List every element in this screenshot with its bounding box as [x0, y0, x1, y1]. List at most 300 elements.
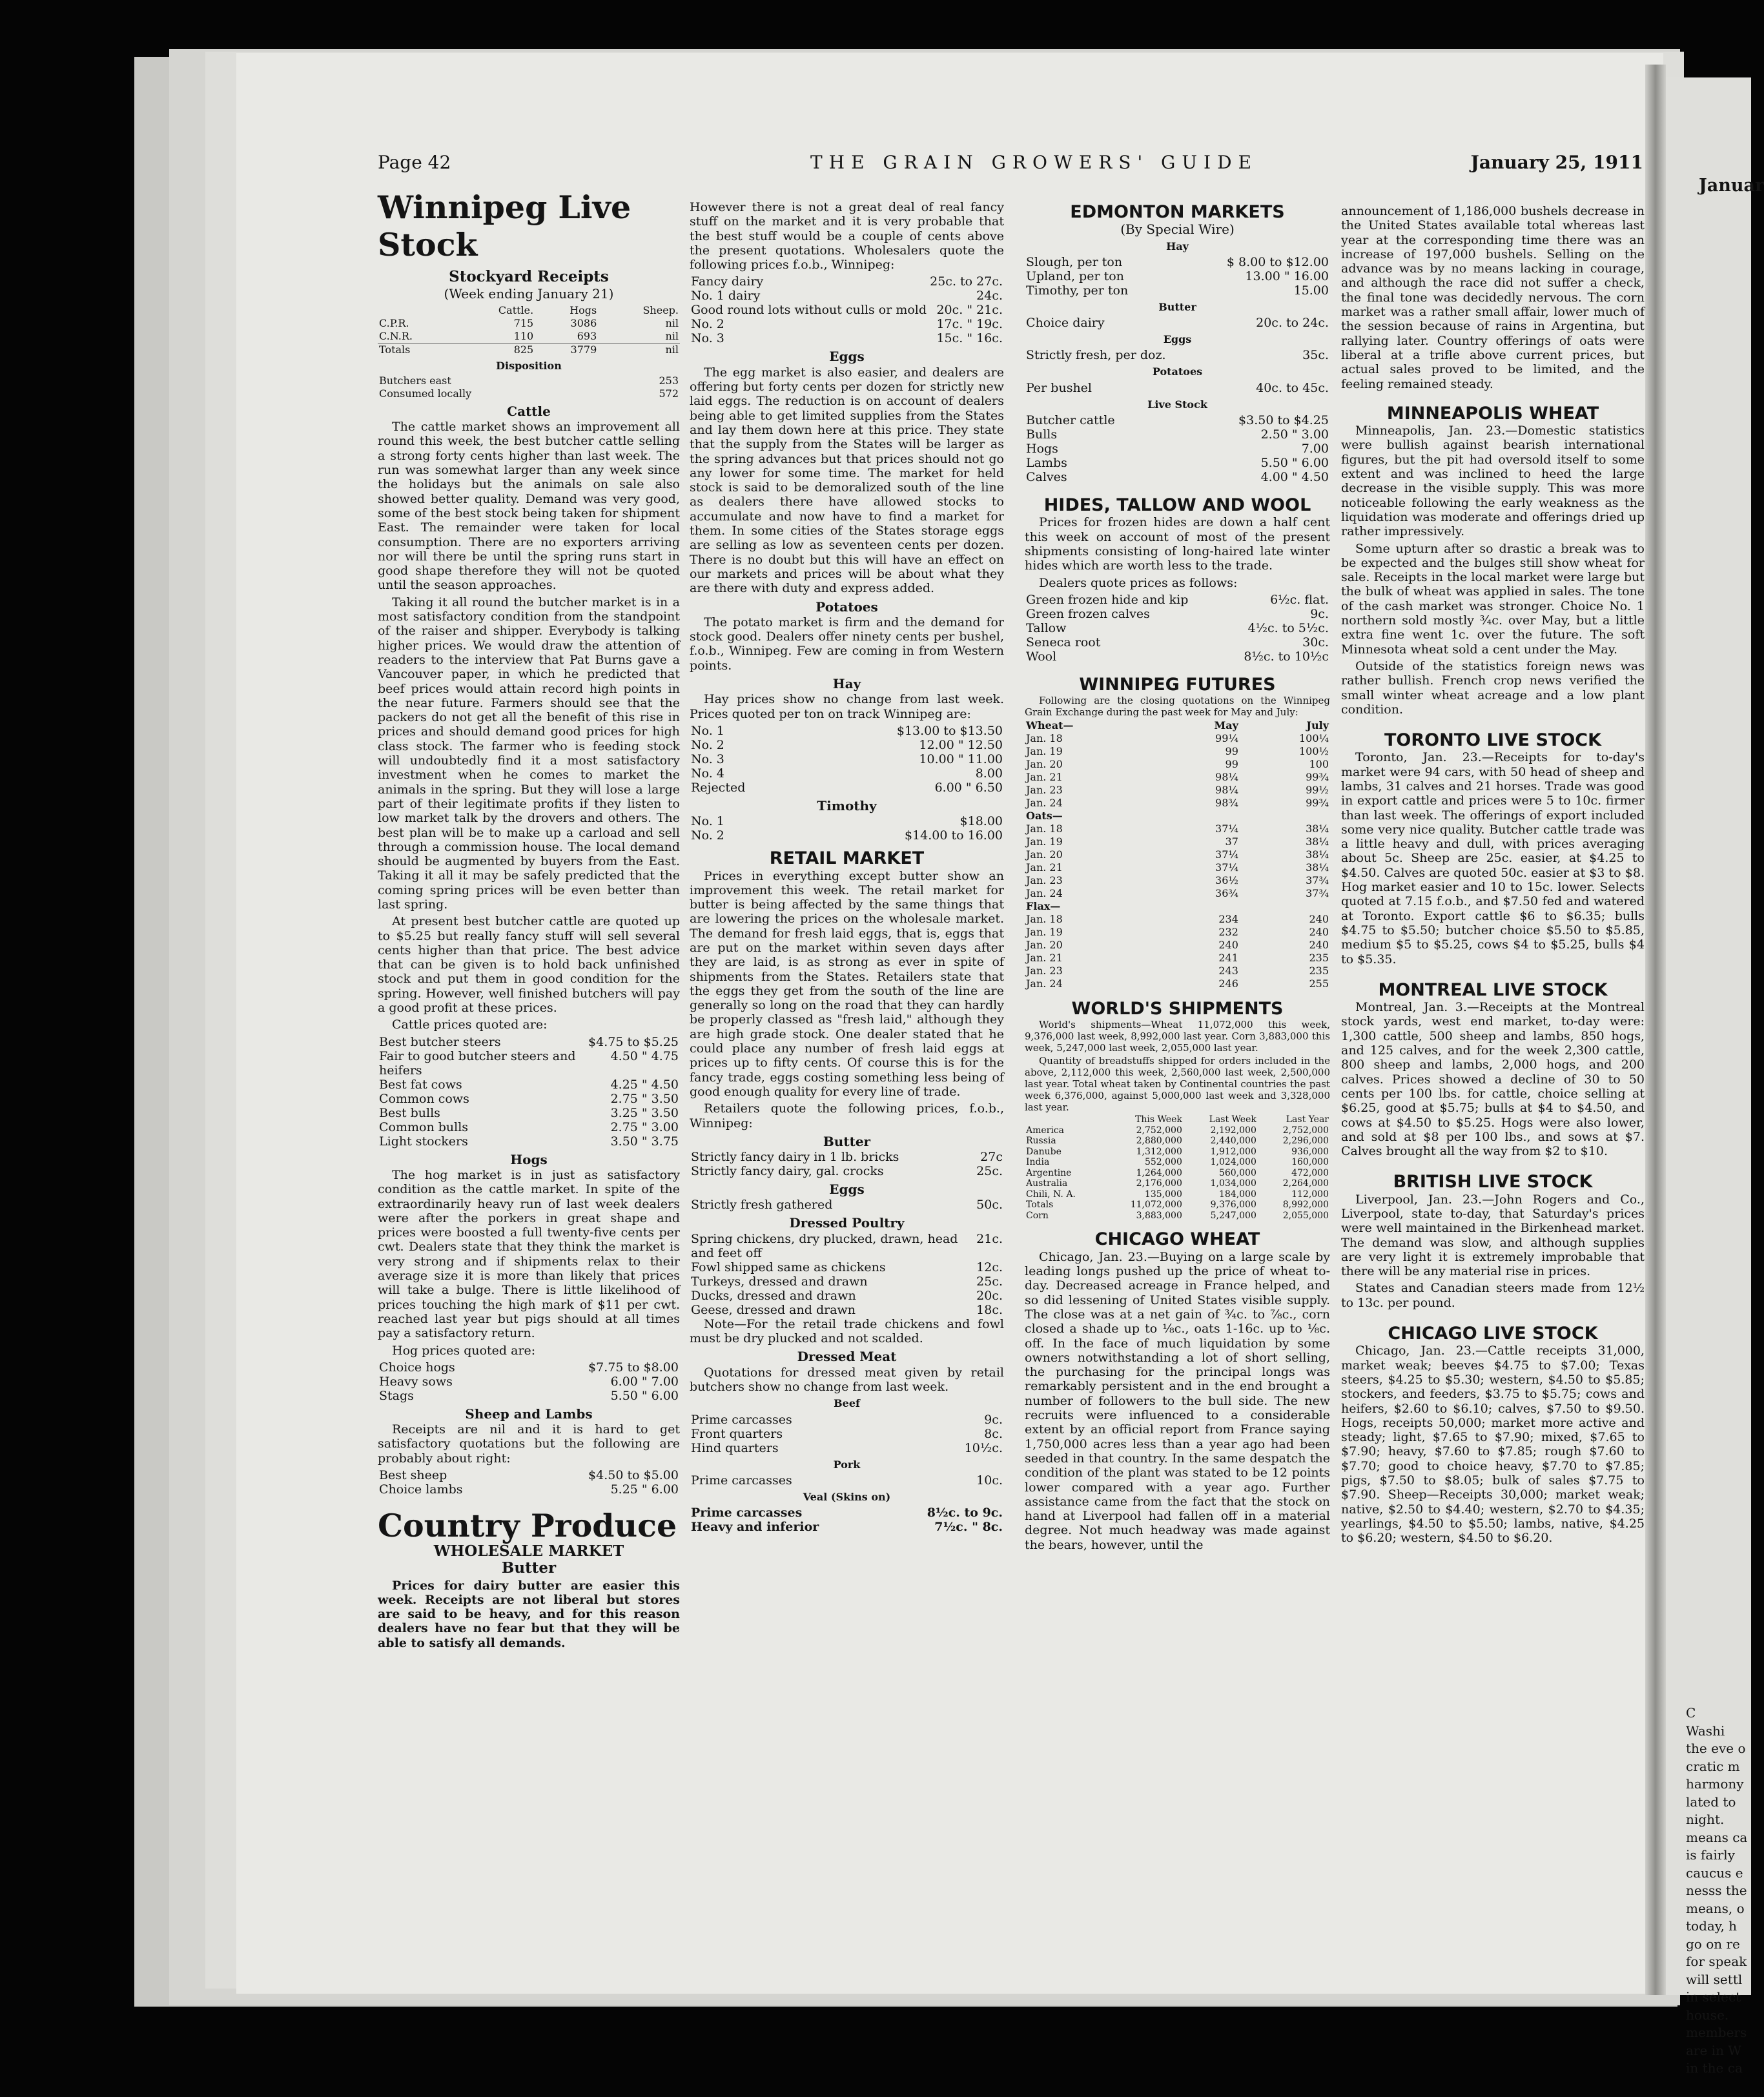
- table-row: [690, 781, 1004, 795]
- table-row: [1025, 926, 1330, 939]
- table-cell: 36¾: [1215, 887, 1238, 900]
- table-cell: 9,376,000: [1210, 1200, 1256, 1211]
- table-row: [1025, 771, 1330, 784]
- subsection-title: Pork: [833, 1458, 861, 1471]
- table-row: [1025, 823, 1330, 835]
- table-cell: Oats—: [1026, 810, 1063, 823]
- table-cell: Consumed locally: [379, 387, 472, 400]
- table-row: [1025, 316, 1330, 330]
- article-paragraph: Some upturn after so drastic a break was to be expected and the bulges still show wheat for sale. Receipts in the local market were large but the bulk of wheat was applied in sales. The tone of the cash market was stronger. Choice No. 1 northern sold mostly ¾c. over May, but a little extra fine went 1c. over the future. The soft Minnesota wheat sold a cent under the May.: [1341, 541, 1645, 657]
- price-table: [1025, 381, 1330, 395]
- subsection-title: Cattle: [507, 403, 551, 419]
- table-row: [690, 274, 1004, 289]
- table-row: [1025, 835, 1330, 848]
- table-row: [690, 1303, 1004, 1317]
- table-cell: $18.00: [959, 814, 1003, 829]
- table-cell: Jan. 24: [1026, 977, 1063, 990]
- table-cell: 18c.: [976, 1302, 1003, 1317]
- table-cell: Light stockers: [379, 1134, 468, 1149]
- table-cell: 936,000: [1291, 1146, 1329, 1157]
- table-cell: Rejected: [691, 780, 746, 795]
- table-cell: 6.00 " 7.00: [610, 1374, 679, 1389]
- article-paragraph: The potato market is firm and the demand for stock good. Dealers offer ninety cents per bushel, f.o.b., Winnipeg. Few are coming in from Western points.: [690, 615, 1004, 673]
- table-row: [1025, 456, 1330, 470]
- article-paragraph: Prices in everything except butter show an improvement this week. The retail market for butter is being affected by the same things that are lowering the prices on the wholesale market. The demand for fresh laid eggs, that is, eggs that are put on the market within seven days after they are laid, is as strong as ever in spite of shipments from the States. Retailers state that the eggs they get from the south of the line are generally so long on the road that they can hardly be properly classed as "fresh laid," although they are high grade stock. One dealer stated that he could place any number of fresh laid eggs at prices up to fifty cents. Of course this is for the fancy trade, eggs costing something less being of good enough quality for every line of trade.: [690, 868, 1004, 1099]
- table-cell: India: [1026, 1157, 1050, 1168]
- price-table: [690, 1198, 1004, 1212]
- section-title: Winnipeg Live Stock: [378, 189, 631, 263]
- table-cell: 693: [577, 329, 597, 342]
- table-cell: Hind quarters: [691, 1440, 779, 1455]
- fragment-line: in select: [1686, 1989, 1741, 2005]
- table-cell: Jan. 18: [1026, 823, 1063, 835]
- table-cell: Russia: [1026, 1136, 1056, 1147]
- table-cell: 11,072,000: [1130, 1200, 1182, 1211]
- table-cell: $3.50 to $4.25: [1238, 413, 1329, 428]
- table-cell: Fowl shipped same as chickens: [691, 1260, 886, 1274]
- table-cell: nil: [665, 343, 679, 356]
- table-row: [690, 1441, 1004, 1455]
- table-cell: Strictly fancy dairy, gal. crocks: [691, 1164, 884, 1179]
- table-cell: 98¼: [1215, 784, 1238, 797]
- table-cell: 12.00 " 12.50: [919, 737, 1003, 752]
- fragment-line: for speak: [1686, 1954, 1747, 1969]
- table-section-label: [1025, 810, 1330, 823]
- table-row: [1025, 381, 1330, 395]
- fragment-line: lated to: [1686, 1794, 1736, 1810]
- table-row: [378, 1482, 680, 1497]
- table-row: [1025, 745, 1330, 758]
- page-number: Page 42: [378, 152, 451, 173]
- table-cell: Flax—: [1026, 900, 1061, 913]
- table-row: [690, 752, 1004, 766]
- table-row: [1025, 797, 1330, 810]
- table-cell: 234: [1218, 913, 1238, 926]
- table-row: [1025, 861, 1330, 874]
- table-row: [1025, 1125, 1330, 1136]
- table-cell: Jan. 20: [1026, 758, 1063, 771]
- table-cell: Green frozen hide and kip: [1026, 592, 1189, 607]
- table-section-label: [1025, 900, 1330, 913]
- table-cell: 6.00 " 6.50: [934, 780, 1003, 795]
- table-row: [1025, 1200, 1330, 1211]
- article-paragraph: announcement of 1,186,000 bushels decrease in the United States available total whereas last year at the corresponding time there was an increase of 197,000 bushels. Selling on the advance was by no means lacking in courage, and although the race did not suffer a check, the final tone was decidedly nervous. The corn market was a rather small affair, lower much of the session because of rains in Argentina, but rallying later. Country offerings of oats were liberal at a trifle above current prices, but actual sales proved to be limited, and the feeling remained steady.: [1341, 204, 1645, 391]
- fragment-line: house.: [1686, 2007, 1729, 2023]
- fragment-line: means, o: [1686, 1900, 1745, 1916]
- price-table: [690, 1232, 1004, 1317]
- table-cell: 715: [513, 316, 534, 329]
- subsection-title: Disposition: [496, 359, 562, 372]
- table-row: [690, 1260, 1004, 1274]
- table-cell: Timothy, per ton: [1026, 283, 1129, 298]
- receipts-table: [378, 304, 680, 356]
- table-row: [690, 1506, 1004, 1520]
- table-cell: 1,912,000: [1210, 1146, 1256, 1157]
- table-cell: 2,752,000: [1282, 1125, 1329, 1136]
- table-cell: July: [1306, 719, 1329, 732]
- table-cell: 30c.: [1302, 635, 1329, 650]
- article-paragraph: States and Canadian steers made from 12½ to 13c. per pound.: [1341, 1281, 1645, 1310]
- price-table: [690, 1413, 1004, 1455]
- article-paragraph: Hog prices quoted are:: [392, 1343, 536, 1358]
- fragment-line: Washi: [1686, 1723, 1725, 1739]
- table-cell: 235: [1309, 965, 1329, 977]
- futures-intro: [1025, 695, 1330, 718]
- article-paragraph: Cattle prices quoted are:: [392, 1018, 548, 1032]
- article-paragraph: The cattle market shows an improvement all round this week, the best butcher cattle selling a strong forty cents higher than last week. The run was somewhat larger than any week since the holidays but the animals on sale also showed better quality. Demand was very good, some of the best stock being taken for shipment East. The remainder were taken for local consumption. There are no exporters arriving nor will there be until the spring runs start in good shape therefore they will not be quoted until the season approaches.: [378, 420, 680, 593]
- table-cell: Slough, per ton: [1026, 254, 1123, 269]
- table-cell: 98¼: [1215, 771, 1238, 784]
- article-paragraph: The egg market is also easier, and dealers are offering but forty cents per dozen for strictly new laid eggs. The reduction is on account of dealers being able to get limited supplies from the States and lay them down here at this price. They state that the supply from the States will be larger as the spring advances but that prices should not go any lower for some time. The market for held stock is said to be demoralized south of the line as dealers there have allowed stocks to accumulate and now have to find a market for them. In some cities of the States storage eggs are selling as low as seventeen cents per dozen. There is no doubt but this will have an effect on our markets and prices will be about what they are there with duty and express added.: [690, 365, 1004, 596]
- subsection-title: Potatoes: [1152, 365, 1203, 378]
- table-cell: 1,024,000: [1210, 1157, 1256, 1168]
- table-cell: C.N.R.: [379, 329, 413, 342]
- table-cell: 825: [513, 343, 534, 356]
- article-paragraph: Taking it all round the butcher market is in a most satisfactory condition from the standpoint of the raiser and shipper. Everybody is talking higher prices. We would draw the attention of readers to the interview that Pat Burns gave a Vancouver paper, in which he predicted that beef prices would attain record high points in the near future. Farmers should see that the packers do not get all the benefit of this rise in prices and should demand good prices for high class stock. The farmer who is feeding stock will undoubtedly find it a most satisfactory investment when he comes to market the animals in the spring. But they will lose a large part of their legitimate profits if they listen to low market talk by the drovers and others. The best plan will be to make up a carload and sell through a commission house. The local demand should be augmented by buyers from the East. Taking it all it may be safely predicted that the coming spring prices will be even better than last spring.: [378, 595, 680, 912]
- table-cell: 99½: [1306, 784, 1329, 797]
- table-cell: Wheat—: [1026, 719, 1074, 732]
- section-title: CHICAGO WHEAT: [1094, 1229, 1260, 1250]
- table-cell: 5.25 " 6.00: [610, 1482, 679, 1497]
- table-cell: No. 4: [691, 766, 724, 781]
- table-header: [1025, 719, 1330, 732]
- table-cell: Bulls: [1026, 427, 1058, 442]
- table-cell: Front quarters: [691, 1426, 783, 1441]
- article-paragraph: Liverpool, Jan. 23.—John Rogers and Co., Liverpool, state to-day, that Saturday's prices were well maintained in the Birkenhead market. The demand was slow, and although supplies are very light it is extremely improbable that there will be any material rise in prices.: [1341, 1192, 1645, 1279]
- table-cell: No. 1 dairy: [691, 289, 761, 303]
- subsection-title: Butter: [501, 1559, 557, 1577]
- table-cell: 2.75 " 3.50: [610, 1091, 679, 1106]
- table-row: [378, 1468, 680, 1482]
- subsection-title: Eggs: [829, 1181, 865, 1198]
- fragment-line: members: [1686, 2025, 1747, 2040]
- table-cell: No. 1: [691, 814, 724, 829]
- fragment-line: is fairly: [1686, 1847, 1735, 1863]
- article-paragraph: Dealers quote prices as follows:: [1039, 575, 1238, 590]
- article-paragraph: Quantity of breadstuffs shipped for orders included in the above, 2,112,000 this week, 2,560,000 last week, 2,500,000 last year. Total wheat taken by Continental countries the past week 6,376,000, against 5,000,000 last week and 3,328,000 last year.: [1025, 1055, 1330, 1114]
- table-row: [378, 1092, 680, 1106]
- table-row: [1025, 650, 1330, 664]
- table-cell: Lambs: [1026, 456, 1067, 471]
- section-title: MONTREAL LIVE STOCK: [1378, 979, 1608, 1000]
- table-cell: 99¼: [1215, 732, 1238, 745]
- table-cell: Chili, N. A.: [1026, 1189, 1076, 1200]
- subsection-title: Veal (Skins on): [803, 1490, 891, 1503]
- table-cell: Sheep.: [642, 303, 679, 316]
- table-row: [690, 1164, 1004, 1178]
- table-cell: 243: [1218, 965, 1238, 977]
- article-paragraph: World's shipments—Wheat 11,072,000 this week, 9,376,000 last week, 8,992,000 last year. Corn 3,883,000 this week, 5,247,000 last week, 2,055,000 last year.: [1025, 1019, 1330, 1054]
- table-cell: Last Year: [1286, 1114, 1329, 1125]
- table-row: [1025, 427, 1330, 442]
- table-cell: 135,000: [1144, 1189, 1182, 1200]
- section-title: TORONTO LIVE STOCK: [1384, 730, 1602, 751]
- page-gutter: [1645, 65, 1666, 1995]
- section-title: CHICAGO LIVE STOCK: [1388, 1324, 1598, 1344]
- table-row: [690, 724, 1004, 738]
- column-2: [690, 200, 1004, 1534]
- table-cell: No. 3: [691, 752, 724, 766]
- table-cell: 1,034,000: [1210, 1178, 1256, 1189]
- table-cell: 8,992,000: [1282, 1200, 1329, 1211]
- shipments-table: [1025, 1114, 1330, 1221]
- table-cell: Stags: [379, 1388, 414, 1403]
- price-table: [378, 1035, 680, 1149]
- table-cell: 240: [1218, 939, 1238, 952]
- table-cell: 552,000: [1144, 1157, 1182, 1168]
- table-cell: 40c. to 45c.: [1256, 380, 1329, 395]
- subsection-title: Live Stock: [1147, 398, 1207, 411]
- table-row: [1025, 283, 1330, 298]
- subsection-subtitle: (Week ending January 21): [444, 286, 614, 302]
- article-paragraph: Hay prices show no change from last week. Prices quoted per ton on track Winnipeg are:: [690, 692, 1004, 721]
- subsection-title: Hogs: [510, 1151, 548, 1167]
- table-cell: 160,000: [1291, 1157, 1329, 1168]
- table-cell: Prime carcasses: [691, 1412, 792, 1427]
- table-cell: Jan. 20: [1026, 939, 1063, 952]
- table-cell: No. 2: [691, 737, 724, 752]
- table-cell: No. 2: [691, 317, 724, 332]
- table-cell: Danube: [1026, 1146, 1061, 1157]
- subsection-title: WHOLESALE MARKET: [433, 1542, 624, 1560]
- table-cell: 2.50 " 3.00: [1260, 427, 1329, 442]
- fragment-line: means ca: [1686, 1829, 1748, 1845]
- table-cell: Best sheep: [379, 1468, 447, 1482]
- price-table: [378, 1468, 680, 1497]
- table-cell: $13.00 to $13.50: [896, 723, 1003, 738]
- table-row: [690, 1274, 1004, 1289]
- disposition-table: [378, 374, 680, 400]
- table-cell: Jan. 18: [1026, 732, 1063, 745]
- table-cell: Hogs: [569, 303, 597, 316]
- article-paragraph: Chicago, Jan. 23.—Buying on a large scale by leading longs pushed up the price of wheat to-day. Decreased acreage in France helped, and so did lessening of United States visible supply. The close was at a net gain of ¾c. to ⅞c., corn closed a shade up to ⅛c., oats 1-16c. up to ⅛c. off. In the face of much liquidation by some owners notwithstanding a lot of short selling, the purchasing for the principal longs was remarkably persistent and in the end brought a number of followers to the bull side. The new recruits were influenced to a considerable extent by an official report from France saying 1,750,000 acres less than a year ago had been seeded in that country. In the same despatch the condition of the plant was stated to be 12 points lower compared with a year ago. Further assistance came from the fact that the stock on hand at Liverpool had fallen off in a material degree. Not much headway was made against the bears, however, until the: [1025, 1249, 1330, 1552]
- table-cell: 20c. " 21c.: [936, 303, 1003, 318]
- table-row: [1025, 621, 1330, 635]
- table-row: [378, 387, 680, 400]
- price-table: [1025, 413, 1330, 484]
- table-cell: 99¾: [1306, 797, 1329, 810]
- article-paragraph: Minneapolis, Jan. 23.—Domestic statistics were bullish against bearish international figures, but the pit had oversold itself to some extent and was inclined to heed the large decrease in the visible supply. This was more noticeable following the early weakness as the liquidation was moderate and offerings dried up rather impressively.: [1341, 424, 1645, 539]
- table-cell: 246: [1218, 977, 1238, 990]
- subsection-title: Stockyard Receipts: [449, 268, 609, 285]
- table-row: [1025, 732, 1330, 745]
- subsection-title: Eggs: [829, 349, 865, 365]
- table-cell: 37¾: [1306, 887, 1329, 900]
- table-cell: Best bulls: [379, 1105, 440, 1120]
- table-row: [690, 317, 1004, 331]
- table-cell: 36½: [1215, 874, 1238, 887]
- table-cell: Seneca root: [1026, 635, 1101, 650]
- table-row: [1025, 348, 1330, 362]
- shipments-notes: [1025, 1019, 1330, 1113]
- table-cell: 572: [659, 387, 679, 400]
- table-row: [690, 1289, 1004, 1303]
- table-cell: 2,880,000: [1136, 1136, 1182, 1147]
- table-row: [378, 317, 680, 330]
- table-cell: Turkeys, dressed and drawn: [691, 1274, 868, 1289]
- table-cell: 13.00 " 16.00: [1245, 269, 1329, 283]
- table-cell: Jan. 23: [1026, 784, 1063, 797]
- table-cell: Jan. 23: [1026, 874, 1063, 887]
- section-title: WINNIPEG FUTURES: [1079, 674, 1276, 695]
- table-cell: Good round lots without culls or mold: [691, 303, 927, 318]
- table-cell: Prime carcasses: [691, 1473, 792, 1488]
- article-paragraph: Outside of the statistics foreign news was rather bullish. French crop news verified the small winter wheat acreage and a low plant condition.: [1341, 659, 1645, 717]
- table-cell: Jan. 24: [1026, 797, 1063, 810]
- price-table: [1025, 348, 1330, 362]
- table-cell: 1,312,000: [1136, 1146, 1182, 1157]
- article-paragraph: Montreal, Jan. 3.—Receipts at the Montreal stock yards, west end market, to-day were: 1,300 cattle, 500 sheep and lambs, 850 hogs, and 125 calves, and for the week 2,300 cattle, 800 sheep and lambs, 2,000 hogs, and 200 calves. Prices showed a decline of 30 to 50 cents per 100 lbs. for cattle, choice selling at $6.25, good at $5.75; bulls at $4 to $4.50, and cows at $4.50 to $5.25. Hogs were also lower, and sold at $8 per 100 lbs., and sows at $7. Calves brought all the way from $2 to $10.: [1341, 1000, 1645, 1159]
- table-cell: 37¼: [1215, 861, 1238, 874]
- table-cell: 4.50 " 4.75: [610, 1048, 679, 1063]
- article-paragraph: Prices for dairy butter are easier this week. Receipts are not liberal but stores are said to be heavy, and for this reason dealers have no fear but that they will be able to satisfy all demands.: [378, 1578, 680, 1650]
- issue-date: January 25, 1911: [1470, 152, 1643, 173]
- table-cell: 98¾: [1215, 797, 1238, 810]
- table-cell: 3.25 " 3.50: [610, 1105, 679, 1120]
- table-cell: 100½: [1298, 745, 1329, 758]
- article-paragraph: Quotations for dressed meat given by retail butchers show no change from last week.: [690, 1365, 1004, 1394]
- table-cell: 240: [1309, 939, 1329, 952]
- table-cell: 253: [659, 374, 679, 387]
- table-cell: 37: [1225, 835, 1238, 848]
- futures-table: [1025, 719, 1330, 990]
- table-row: [1025, 255, 1330, 269]
- table-cell: 2,055,000: [1282, 1210, 1329, 1221]
- table-cell: [1025, 1114, 1102, 1125]
- table-row: [378, 1078, 680, 1092]
- article-paragraph: Following are the closing quotations on the Winnipeg Grain Exchange during the past week for May and July:: [1025, 695, 1330, 719]
- table-cell: 99: [1225, 758, 1238, 771]
- table-row: [1025, 913, 1330, 926]
- subsection-title: Butter: [823, 1133, 871, 1149]
- table-cell: 3.50 " 3.75: [610, 1134, 679, 1149]
- table-row: [1025, 952, 1330, 965]
- table-cell: Common cows: [379, 1091, 469, 1106]
- article-paragraph: Prices for frozen hides are down a half cent this week on account of most of the present shipments consisting of long-haired late winter hides which are worth less to the trade.: [1025, 515, 1330, 573]
- table-cell: 2,440,000: [1210, 1136, 1256, 1147]
- next-page-fragment: [1686, 1704, 1750, 2078]
- table-cell: 5,247,000: [1210, 1210, 1256, 1221]
- table-row: [1025, 887, 1330, 900]
- table-row: [1025, 635, 1330, 650]
- article-paragraph: Chicago, Jan. 23.—Cattle receipts 31,000, market weak; beeves $4.75 to $7.00; Texas steers, $4.25 to $5.30; western, $4.50 to $5.85; stockers, and feeders, $3.75 to $5.75; cows and heifers, $2.60 to $6.10; calves, $7.50 to $9.50. Hogs, receipts 50,000; market more active and steady; light, $7.65 to $7.90; mixed, $7.65 to $7.90; heavy, $7.60 to $7.85; rough $7.60 to $7.70; good to choice heavy, $7.70 to $7.85; pigs, $7.50 to $8.05; bulk of sales $7.75 to $7.90. Sheep—Receipts 30,000; market weak; native, $2.50 to $4.40; western, $2.70 to $4.35; yearlings, $4.50 to $5.50; lambs, native, $4.25 to $6.20; western, $4.50 to $6.20.: [1341, 1344, 1645, 1546]
- table-cell: $14.00 to 16.00: [904, 828, 1003, 843]
- table-cell: Strictly fresh gathered: [691, 1198, 833, 1212]
- table-cell: America: [1026, 1125, 1065, 1136]
- table-row: [690, 1198, 1004, 1212]
- table-cell: Fancy dairy: [691, 274, 764, 289]
- table-cell: 38¼: [1306, 835, 1329, 848]
- table-cell: 2.75 " 3.00: [610, 1120, 679, 1134]
- section-title: MINNEAPOLIS WHEAT: [1386, 403, 1599, 424]
- table-cell: 99: [1225, 745, 1238, 758]
- table-cell: Wool: [1026, 649, 1057, 664]
- price-table: [690, 724, 1004, 795]
- table-cell: Jan. 23: [1026, 965, 1063, 977]
- table-cell: Jan. 19: [1026, 745, 1063, 758]
- price-table: [1025, 593, 1330, 664]
- table-cell: 38¼: [1306, 848, 1329, 861]
- table-row: [690, 331, 1004, 345]
- table-cell: 9c.: [1310, 606, 1329, 621]
- table-cell: Butchers east: [379, 374, 451, 387]
- table-row: [378, 1375, 680, 1389]
- price-table: [690, 1506, 1004, 1534]
- table-row: [378, 1035, 680, 1049]
- table-cell: 100: [1309, 758, 1329, 771]
- table-cell: 472,000: [1291, 1167, 1329, 1178]
- article-paragraph: However there is not a great deal of real fancy stuff on the market and it is very probable that the best stuff would be a couple of cents above the present quotations. Wholesalers quote the following prices f.o.b., Winnipeg:: [690, 200, 1004, 272]
- table-cell: 37¾: [1306, 874, 1329, 887]
- table-cell: [378, 304, 455, 317]
- table-row: [1025, 874, 1330, 887]
- table-cell: Jan. 20: [1026, 848, 1063, 861]
- table-cell: 12c.: [976, 1260, 1003, 1274]
- section-title: HIDES, TALLOW AND WOOL: [1043, 495, 1311, 516]
- table-cell: Jan. 21: [1026, 771, 1063, 784]
- table-row: [690, 828, 1004, 843]
- table-cell: Cattle.: [498, 303, 534, 316]
- subsection-subtitle: (By Special Wire): [1120, 221, 1235, 238]
- table-cell: Heavy sows: [379, 1374, 453, 1389]
- table-cell: 4.25 " 4.50: [610, 1077, 679, 1092]
- table-cell: 241: [1218, 952, 1238, 965]
- table-cell: Jan. 19: [1026, 926, 1063, 939]
- table-row: [690, 766, 1004, 781]
- fragment-line: in the ca: [1686, 2060, 1743, 2076]
- table-cell: 240: [1309, 913, 1329, 926]
- table-cell: 50c.: [976, 1198, 1003, 1212]
- table-cell: Strictly fancy dairy in 1 lb. bricks: [691, 1150, 899, 1165]
- table-cell: 37¼: [1215, 823, 1238, 835]
- subsection-title: Hay: [832, 676, 861, 692]
- table-cell: 8½c. to 9c.: [927, 1506, 1003, 1520]
- table-row: [378, 1389, 680, 1403]
- fragment-line: the eve o: [1686, 1741, 1746, 1756]
- table-row: [1025, 939, 1330, 952]
- table-cell: 9c.: [984, 1412, 1003, 1427]
- fragment-line: are in W: [1686, 2042, 1741, 2058]
- table-cell: No. 3: [691, 331, 724, 346]
- table-cell: C.P.R.: [379, 316, 409, 329]
- table-cell: 7.00: [1301, 442, 1329, 456]
- table-row: [1025, 784, 1330, 797]
- table-row: [1025, 1168, 1330, 1179]
- table-row: [378, 330, 680, 343]
- table-cell: 184,000: [1218, 1189, 1256, 1200]
- section-title: WORLD'S SHIPMENTS: [1071, 999, 1284, 1019]
- table-cell: This Week: [1135, 1114, 1182, 1125]
- table-cell: nil: [665, 316, 679, 329]
- table-cell: 100¼: [1298, 732, 1329, 745]
- table-row: [690, 1413, 1004, 1427]
- table-row: [690, 289, 1004, 303]
- table-cell: Calves: [1026, 470, 1067, 485]
- table-row: [1025, 1189, 1330, 1200]
- table-cell: Ducks, dressed and drawn: [691, 1288, 856, 1303]
- table-cell: Common bulls: [379, 1120, 469, 1134]
- table-cell: Butcher cattle: [1026, 413, 1115, 428]
- table-cell: 1,264,000: [1136, 1167, 1182, 1178]
- fragment-line: night.: [1686, 1812, 1725, 1827]
- table-cell: 10½c.: [964, 1440, 1003, 1455]
- table-cell: 2,264,000: [1282, 1178, 1329, 1189]
- table-cell: 7½c. " 8c.: [934, 1520, 1003, 1535]
- table-cell: Last Week: [1209, 1114, 1256, 1125]
- table-cell: 2,752,000: [1136, 1125, 1182, 1136]
- fragment-line: nesss the: [1686, 1883, 1747, 1898]
- table-row: [1025, 1157, 1330, 1168]
